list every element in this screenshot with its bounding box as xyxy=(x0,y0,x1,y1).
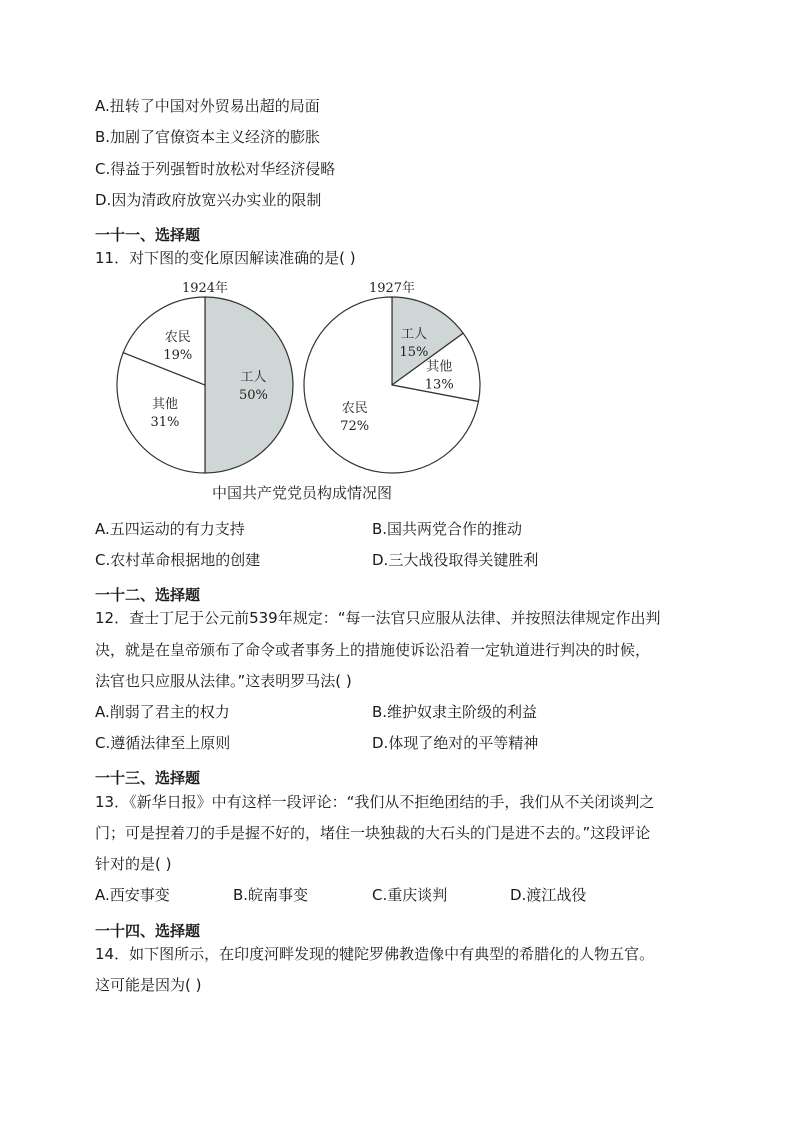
q13-option-a: A.西安事变 xyxy=(95,886,170,904)
pie-chart-figure xyxy=(112,278,492,508)
slice-label-2-1: 工人 xyxy=(400,326,427,342)
slice-value-2-1: 15% xyxy=(399,344,429,360)
q11-option-c: C.农村革命根据地的创建 xyxy=(95,551,261,569)
question-13-line-1: 13．《新华日报》中有这样一段评论：“我们从不拒绝团结的手，我们从不关闭谈判之 xyxy=(95,793,655,811)
q12-option-b: B.维护奴隶主阶级的利益 xyxy=(372,703,538,721)
slice-value-1-1: 50% xyxy=(238,388,268,403)
section-heading-11: 一十一、选择题 xyxy=(95,226,201,244)
q12-option-a: A.削弱了君主的权力 xyxy=(95,703,230,721)
slice-label-2-3: 农民 xyxy=(341,400,368,416)
slice-label-1-2: 其他 xyxy=(151,397,178,413)
slice-value-1-2: 31% xyxy=(150,415,180,431)
q13-option-d: D.渡江战役 xyxy=(510,886,587,904)
slice-value-2-2: 13% xyxy=(424,377,454,393)
question-12-line-3: 法官也只应服从法律。”这表明罗马法( ) xyxy=(95,672,352,690)
chart-caption: 中国共产党党员构成情况图 xyxy=(211,484,393,502)
section-heading-12: 一十二、选择题 xyxy=(95,586,201,604)
q12-option-d: D.体现了绝对的平等精神 xyxy=(372,734,539,752)
question-12-line-1: 12．查士丁尼于公元前539年规定：“每一法官只应服从法律、并按照法律规定作出判 xyxy=(95,609,661,627)
question-11-stem: 11．对下图的变化原因解读准确的是( ) xyxy=(95,249,356,267)
slice-value-1-3: 19% xyxy=(163,347,193,363)
slice-label-1-3: 农民 xyxy=(164,329,191,345)
question-12-line-2: 决，就是在皇帝颁布了命令或者事务上的措施使诉讼沿着一定轨道进行判决的时候， xyxy=(95,641,651,659)
option-c: C.得益于列强暂时放松对华经济侵略 xyxy=(95,160,336,178)
q11-option-a: A.五四运动的有力支持 xyxy=(95,520,245,538)
question-14-line-1: 14．如下图所示，在印度河畔发现的犍陀罗佛教造像中有典型的希腊化的人物五官。 xyxy=(95,945,655,963)
option-d: D.因为清政府放宽兴办实业的限制 xyxy=(95,191,322,209)
question-13-line-2: 门；可是捏着刀的手是握不好的，堵住一块独裁的大石头的门是进不去的。”这段评论 xyxy=(95,824,651,842)
q11-option-b: B.国共两党合作的推动 xyxy=(372,520,523,538)
q12-option-c: C.遵循法律至上原则 xyxy=(95,734,231,752)
question-14-line-2: 这可能是因为( ) xyxy=(95,976,202,994)
slice-label-1-1: 工人 xyxy=(240,370,267,385)
question-13-line-3: 针对的是( ) xyxy=(95,855,172,873)
slice-label-2-2: 其他 xyxy=(426,359,453,375)
section-heading-14: 一十四、选择题 xyxy=(95,922,201,940)
option-b: B.加剧了官僚资本主义经济的膨胀 xyxy=(95,128,321,146)
section-heading-13: 一十三、选择题 xyxy=(95,769,201,787)
pie-slice-1-1 xyxy=(205,297,293,473)
pie-year-label-1: 1924年 xyxy=(181,281,229,296)
q13-option-b: B.皖南事变 xyxy=(233,886,309,904)
q13-option-c: C.重庆谈判 xyxy=(372,886,448,904)
option-a: A.扭转了中国对外贸易出超的局面 xyxy=(95,97,320,115)
slice-value-2-3: 72% xyxy=(340,418,370,434)
q11-option-d: D.三大战役取得关键胜利 xyxy=(372,551,539,569)
pie-year-label-2: 1927年 xyxy=(368,281,416,296)
